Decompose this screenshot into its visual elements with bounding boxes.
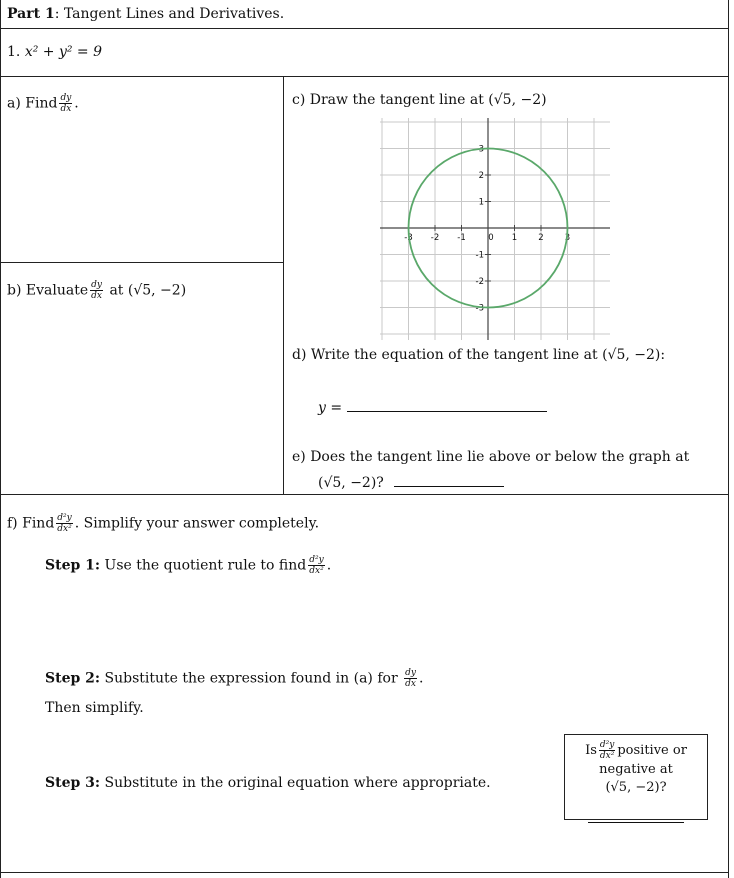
step-3-label: Step 3: [45,775,101,791]
part-b-label: b) [7,282,22,299]
x-tick-label: 2 [538,233,544,243]
problem-number: 1. [7,44,21,60]
page-border-bottom [0,872,729,873]
step-2-text: Substitute the expression found in (a) for [104,670,398,687]
part-e-label: e) [292,449,306,465]
y-tick-label: 3 [478,144,484,155]
part-f-tail: . Simplify your answer completely. [74,515,320,532]
d2y-dx2-fraction: $\frac{\text{d²y}}{\text{dx²}}$ [309,555,324,576]
y-tick-label: 1 [478,197,484,208]
part-f-label: f) [7,515,18,532]
part-e-line2 [318,474,504,491]
box-positive-or: positive or [617,743,687,758]
tangent-answer-blank[interactable] [347,399,547,412]
y-tick-label: -3 [475,303,484,314]
dy-dx-fraction: $\frac{dy}{dx}$ [91,280,102,301]
step-3-text: Substitute in the original equation where appropriate. [104,775,491,791]
problem-equation: x² + y² = 9 [24,44,103,60]
circle-graph[interactable] [380,118,610,340]
part-b-text: Evaluate [25,282,89,299]
part-label: Part 1 [7,6,55,22]
step-1-label: Step 1: [45,557,101,574]
x-tick-label: 3 [564,233,571,243]
box-line-1 [565,740,707,761]
x-tick-label: 0 [488,233,494,243]
step-3 [45,775,491,791]
y-equals: y = [318,400,343,416]
page-border-right [728,0,729,878]
step-2-line2: Then simplify. [45,700,144,716]
y-tick-label: -2 [475,277,484,287]
part-c-label: c) [292,92,306,108]
part-f-text: Find [22,515,55,532]
box-line-2: negative at [599,762,673,777]
step-1 [45,555,331,576]
part-d [292,347,665,363]
step-2-label: Step 2: [45,670,101,687]
box-line-3: (√5, −2)? [605,780,667,795]
d2y-dx2-fraction: $\frac{\text{d²y}}{\text{dx²}}$ [599,740,615,761]
part-e-point: (√5, −2)? [318,475,384,491]
divider-middle [283,76,284,494]
divider-f [0,494,729,495]
x-tick-label: 1 [511,233,518,243]
part-b [7,280,186,301]
part-a-text: Find [25,95,58,112]
x-tick-label: -3 [404,233,413,243]
part-d-label: d) [292,347,307,363]
tick-labels [404,145,570,314]
x-tick-label: -2 [430,233,440,243]
concavity-answer-blank[interactable] [588,820,684,823]
divider-equation [0,76,729,77]
d2y-dx2-fraction: $\frac{\text{d²y}}{\text{dx²}}$ [57,513,72,534]
y-tick-label: 2 [478,171,484,181]
part-e-text: Does the tangent line lie above or below the graph at [310,449,690,465]
concavity-question-box [564,734,708,820]
tangent-answer [318,399,547,416]
box-is: Is [585,743,597,758]
part-a [7,93,79,114]
problem-statement [7,44,102,60]
page-title [7,6,284,22]
part-f [7,513,319,534]
y-tick-label: -1 [475,250,484,261]
divider-ab [0,262,283,263]
part-d-text: Write the equation of the tangent line at (√5, −2): [310,347,666,363]
part-a-tail: . [74,95,79,112]
step-1-text: Use the quotient rule to find [104,557,307,574]
step-2 [45,668,423,689]
part-a-label: a) [7,95,21,112]
part-c [292,92,547,108]
divider-header [0,28,729,29]
above-below-blank[interactable] [394,474,504,487]
page-border-left [0,0,1,878]
dy-dx-fraction: $\frac{dy}{dx}$ [405,668,416,689]
part-b-tail: at (√5, −2) [109,282,187,299]
x-tick-label: -1 [457,233,466,243]
step-1-tail: . [326,557,332,574]
dy-dx-fraction: $\frac{dy}{dx}$ [60,93,72,114]
part-title: : Tangent Lines and Derivatives. [54,6,285,22]
step-2-tail: . [418,670,424,687]
part-c-text: Draw the tangent line at (√5, −2) [309,92,547,108]
part-e [292,449,689,465]
